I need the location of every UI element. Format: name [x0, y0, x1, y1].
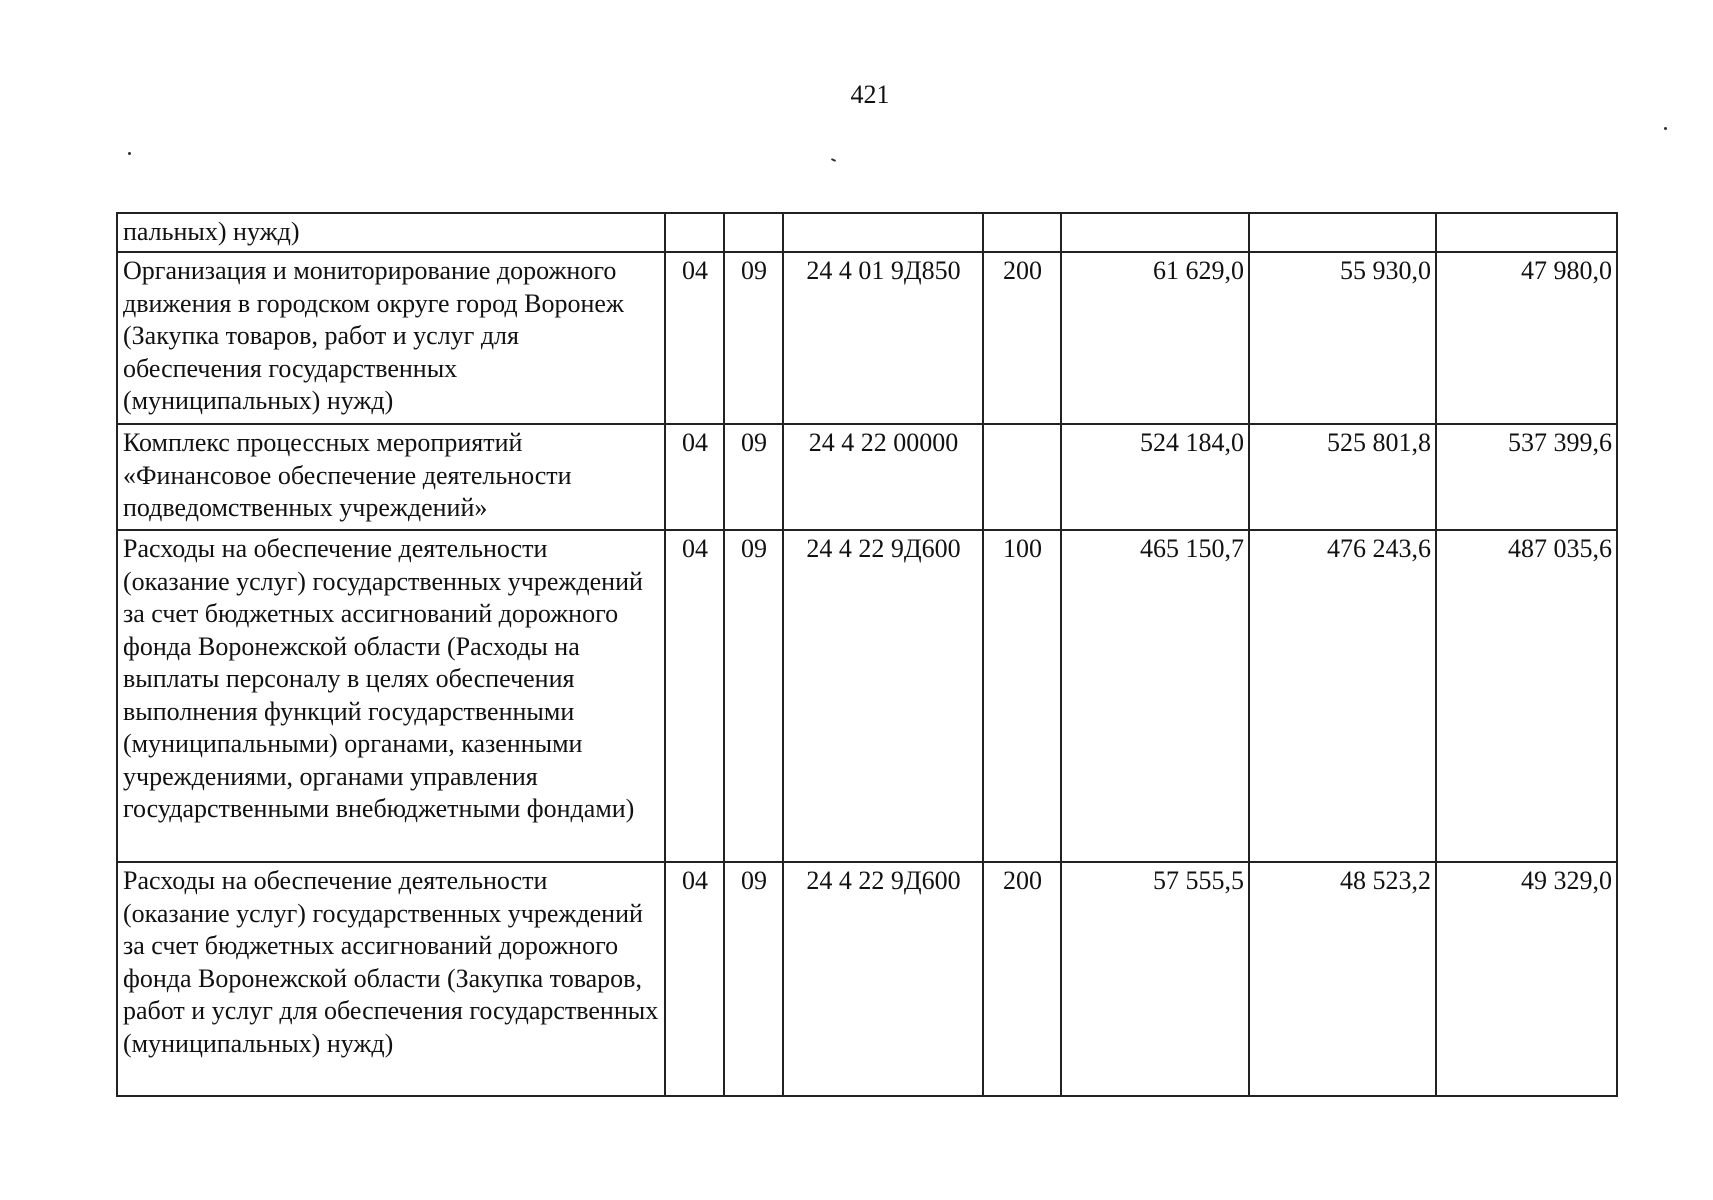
amount-year-1: 465 150,7 — [1061, 530, 1249, 862]
table-row — [117, 424, 1617, 530]
section-code: 04 — [665, 252, 724, 424]
section-code: 04 — [665, 862, 724, 1096]
amount-year-3: 49 329,0 — [1436, 862, 1617, 1096]
row-description: Организация и мониторирование дорожного движения в городском округе город Воронеж (Закупка товаров, работ и услуг для обеспечения государственных (муниципальных) нужд) — [117, 252, 665, 424]
scan-speck — [128, 152, 131, 155]
amount-year-3: 47 980,0 — [1436, 252, 1617, 424]
amount-year-1: 57 555,5 — [1061, 862, 1249, 1096]
section-code: 04 — [665, 530, 724, 862]
table-row — [117, 530, 1617, 862]
target-article-code: 24 4 22 00000 — [783, 424, 983, 530]
subsection-code: 09 — [724, 530, 783, 862]
amount-year-2: 525 801,8 — [1249, 424, 1436, 530]
subsection-code: 09 — [724, 862, 783, 1096]
expense-type-code — [983, 213, 1061, 252]
subsection-code: 09 — [724, 424, 783, 530]
amount-year-1: 524 184,0 — [1061, 424, 1249, 530]
section-code — [665, 213, 724, 252]
amount-year-2: 55 930,0 — [1249, 252, 1436, 424]
amount-year-2: 48 523,2 — [1249, 862, 1436, 1096]
target-article-code — [783, 213, 983, 252]
amount-year-3 — [1436, 213, 1617, 252]
page-number: 421 — [850, 80, 890, 109]
amount-year-1: 61 629,0 — [1061, 252, 1249, 424]
row-description: Комплекс процессных мероприятий «Финансовое обеспечение деятельности подведомственных учреждений» — [117, 424, 665, 530]
scan-speck — [1664, 127, 1667, 130]
row-description: Расходы на обеспечение деятельности (оказание услуг) государственных учреждений за счет бюджетных ассигнований дорожного фонда Воронежской области (Расходы на выплаты персоналу в целях обеспечения выполнения функций государственными (муниципальными) органами, казенными учреждениями, органами управления государственными внебюджетными фондами) — [117, 530, 665, 862]
target-article-code: 24 4 01 9Д850 — [783, 252, 983, 424]
row-description: Расходы на обеспечение деятельности (оказание услуг) государственных учреждений за счет бюджетных ассигнований дорожного фонда Воронежской области (Закупка товаров, работ и услуг для обеспечения государственных (муниципальных) нужд) — [117, 862, 665, 1096]
target-article-code: 24 4 22 9Д600 — [783, 862, 983, 1096]
expense-type-code: 100 — [983, 530, 1061, 862]
amount-year-3: 537 399,6 — [1436, 424, 1617, 530]
table-row — [117, 252, 1617, 424]
target-article-code: 24 4 22 9Д600 — [783, 530, 983, 862]
row-description: пальных) нужд) — [117, 213, 665, 252]
amount-year-3: 487 035,6 — [1436, 530, 1617, 862]
amount-year-2 — [1249, 213, 1436, 252]
scan-speck — [831, 158, 836, 162]
budget-table — [116, 212, 1618, 1097]
amount-year-1 — [1061, 213, 1249, 252]
expense-type-code: 200 — [983, 862, 1061, 1096]
expense-type-code: 200 — [983, 252, 1061, 424]
amount-year-2: 476 243,6 — [1249, 530, 1436, 862]
table-row — [117, 213, 1617, 252]
section-code: 04 — [665, 424, 724, 530]
subsection-code — [724, 213, 783, 252]
expense-type-code — [983, 424, 1061, 530]
subsection-code: 09 — [724, 252, 783, 424]
table-row — [117, 862, 1617, 1096]
